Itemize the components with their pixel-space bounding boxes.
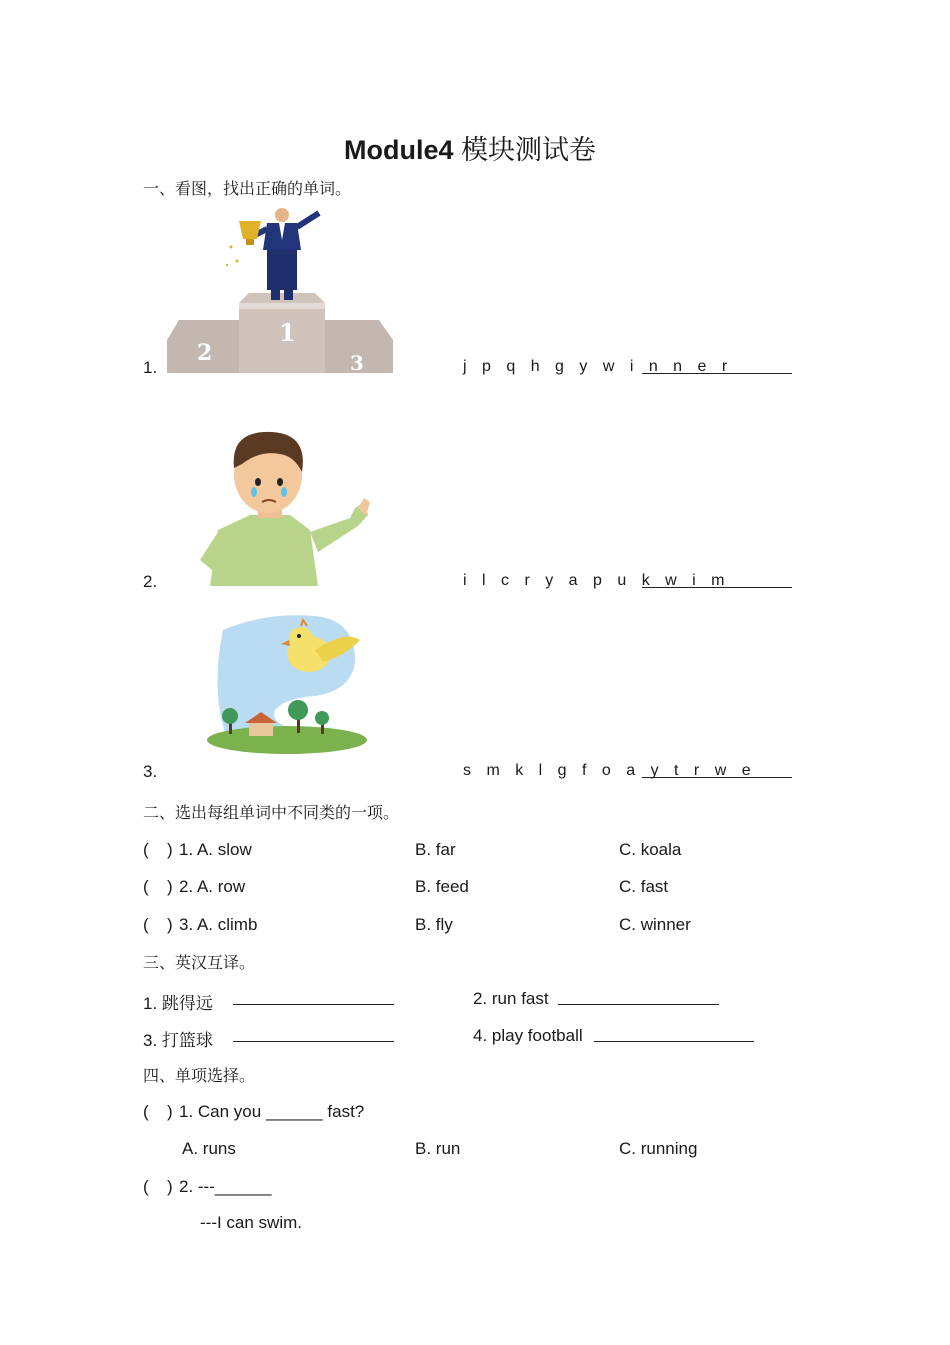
s4-q2-paren-close: ): [167, 1177, 173, 1196]
s2-q1-option-b: B. far: [415, 840, 456, 859]
item3-number: 3.: [143, 762, 158, 781]
s2-q2-answer-slot[interactable]: [152, 875, 166, 895]
podium-image: [167, 205, 395, 373]
s2-q3-option-c: C. winner: [619, 915, 691, 934]
section1-heading: 一、看图，找出正确的单词。: [143, 179, 352, 198]
item3-answer-blank[interactable]: [642, 761, 792, 783]
s4-q1-paren-close: ): [167, 1102, 173, 1121]
item1-answer-blank[interactable]: [642, 357, 792, 379]
s4-q1-option-c: C. running: [619, 1139, 698, 1158]
s2-q3-paren-open: (: [143, 915, 149, 934]
s2-q2-paren-open: (: [143, 877, 149, 896]
s4-q1-option-b: B. run: [415, 1139, 461, 1158]
section2-heading: 二、选出每组单词中不同类的一项。: [143, 803, 400, 822]
s2-q2-option-b: B. feed: [415, 877, 469, 896]
title-chinese: 模块测试卷: [461, 135, 597, 165]
s2-q1-paren-open: (: [143, 840, 149, 859]
s2-q2-option-a: 2. A. row: [179, 877, 246, 896]
s4-q2-stem: 2. ---______: [179, 1177, 272, 1196]
section3-heading: 三、英汉互译。: [143, 953, 256, 972]
s4-q1-answer-slot[interactable]: [152, 1100, 166, 1120]
s2-q1-option-c: C. koala: [619, 840, 682, 859]
s3-item3-text: 3. 打篮球: [143, 1031, 213, 1050]
s4-q1-stem: 1. Can you ______ fast?: [179, 1102, 365, 1121]
s2-q3-answer-slot[interactable]: [152, 913, 166, 933]
s4-q2-paren-open: (: [143, 1177, 149, 1196]
s2-q2-paren-close: ): [167, 877, 173, 896]
s3-item1-text: 1. 跳得远: [143, 994, 213, 1013]
item3-letters: s m k l g f o a y t r w e: [463, 762, 757, 779]
s3-item4-blank[interactable]: [594, 1025, 754, 1047]
item2-letters: i l c r y a p u k w i m: [463, 572, 730, 589]
s2-q3-option-b: B. fly: [415, 915, 453, 934]
title-module: Module4: [343, 135, 454, 165]
s2-q3-paren-close: ): [167, 915, 173, 934]
section4-heading: 四、单项选择。: [143, 1066, 256, 1085]
s4-q1-option-a: A. runs: [182, 1139, 236, 1158]
crying-boy-image: [190, 420, 375, 586]
flying-bird-image: [205, 610, 367, 760]
s2-q1-option-a: 1. A. slow: [179, 840, 252, 859]
s2-q2-option-c: C. fast: [619, 877, 669, 896]
page-title: [0, 128, 940, 167]
s2-q3-option-a: 3. A. climb: [179, 915, 258, 934]
s3-item1-blank[interactable]: [233, 988, 394, 1010]
podium-label-1: 1: [279, 318, 296, 347]
s3-item4-text: 4. play football: [473, 1026, 583, 1045]
s4-q2-answer-slot[interactable]: [152, 1175, 166, 1195]
podium-label-3: 3: [350, 351, 364, 373]
s3-item2-text: 2. run fast: [473, 989, 549, 1008]
s3-item2-blank[interactable]: [558, 988, 719, 1010]
item2-number: 2.: [143, 572, 158, 591]
s2-q1-answer-slot[interactable]: [152, 838, 166, 858]
s4-q1-paren-open: (: [143, 1102, 149, 1121]
s3-item3-blank[interactable]: [233, 1025, 394, 1047]
item1-number: 1.: [143, 358, 158, 377]
podium-label-2: 2: [197, 340, 213, 366]
s2-q1-paren-close: ): [167, 840, 173, 859]
item1-letters: j p q h g y w i n n e r: [463, 358, 733, 375]
item2-answer-blank[interactable]: [642, 571, 792, 593]
s4-q2-answer-line: ---I can swim.: [200, 1213, 302, 1232]
